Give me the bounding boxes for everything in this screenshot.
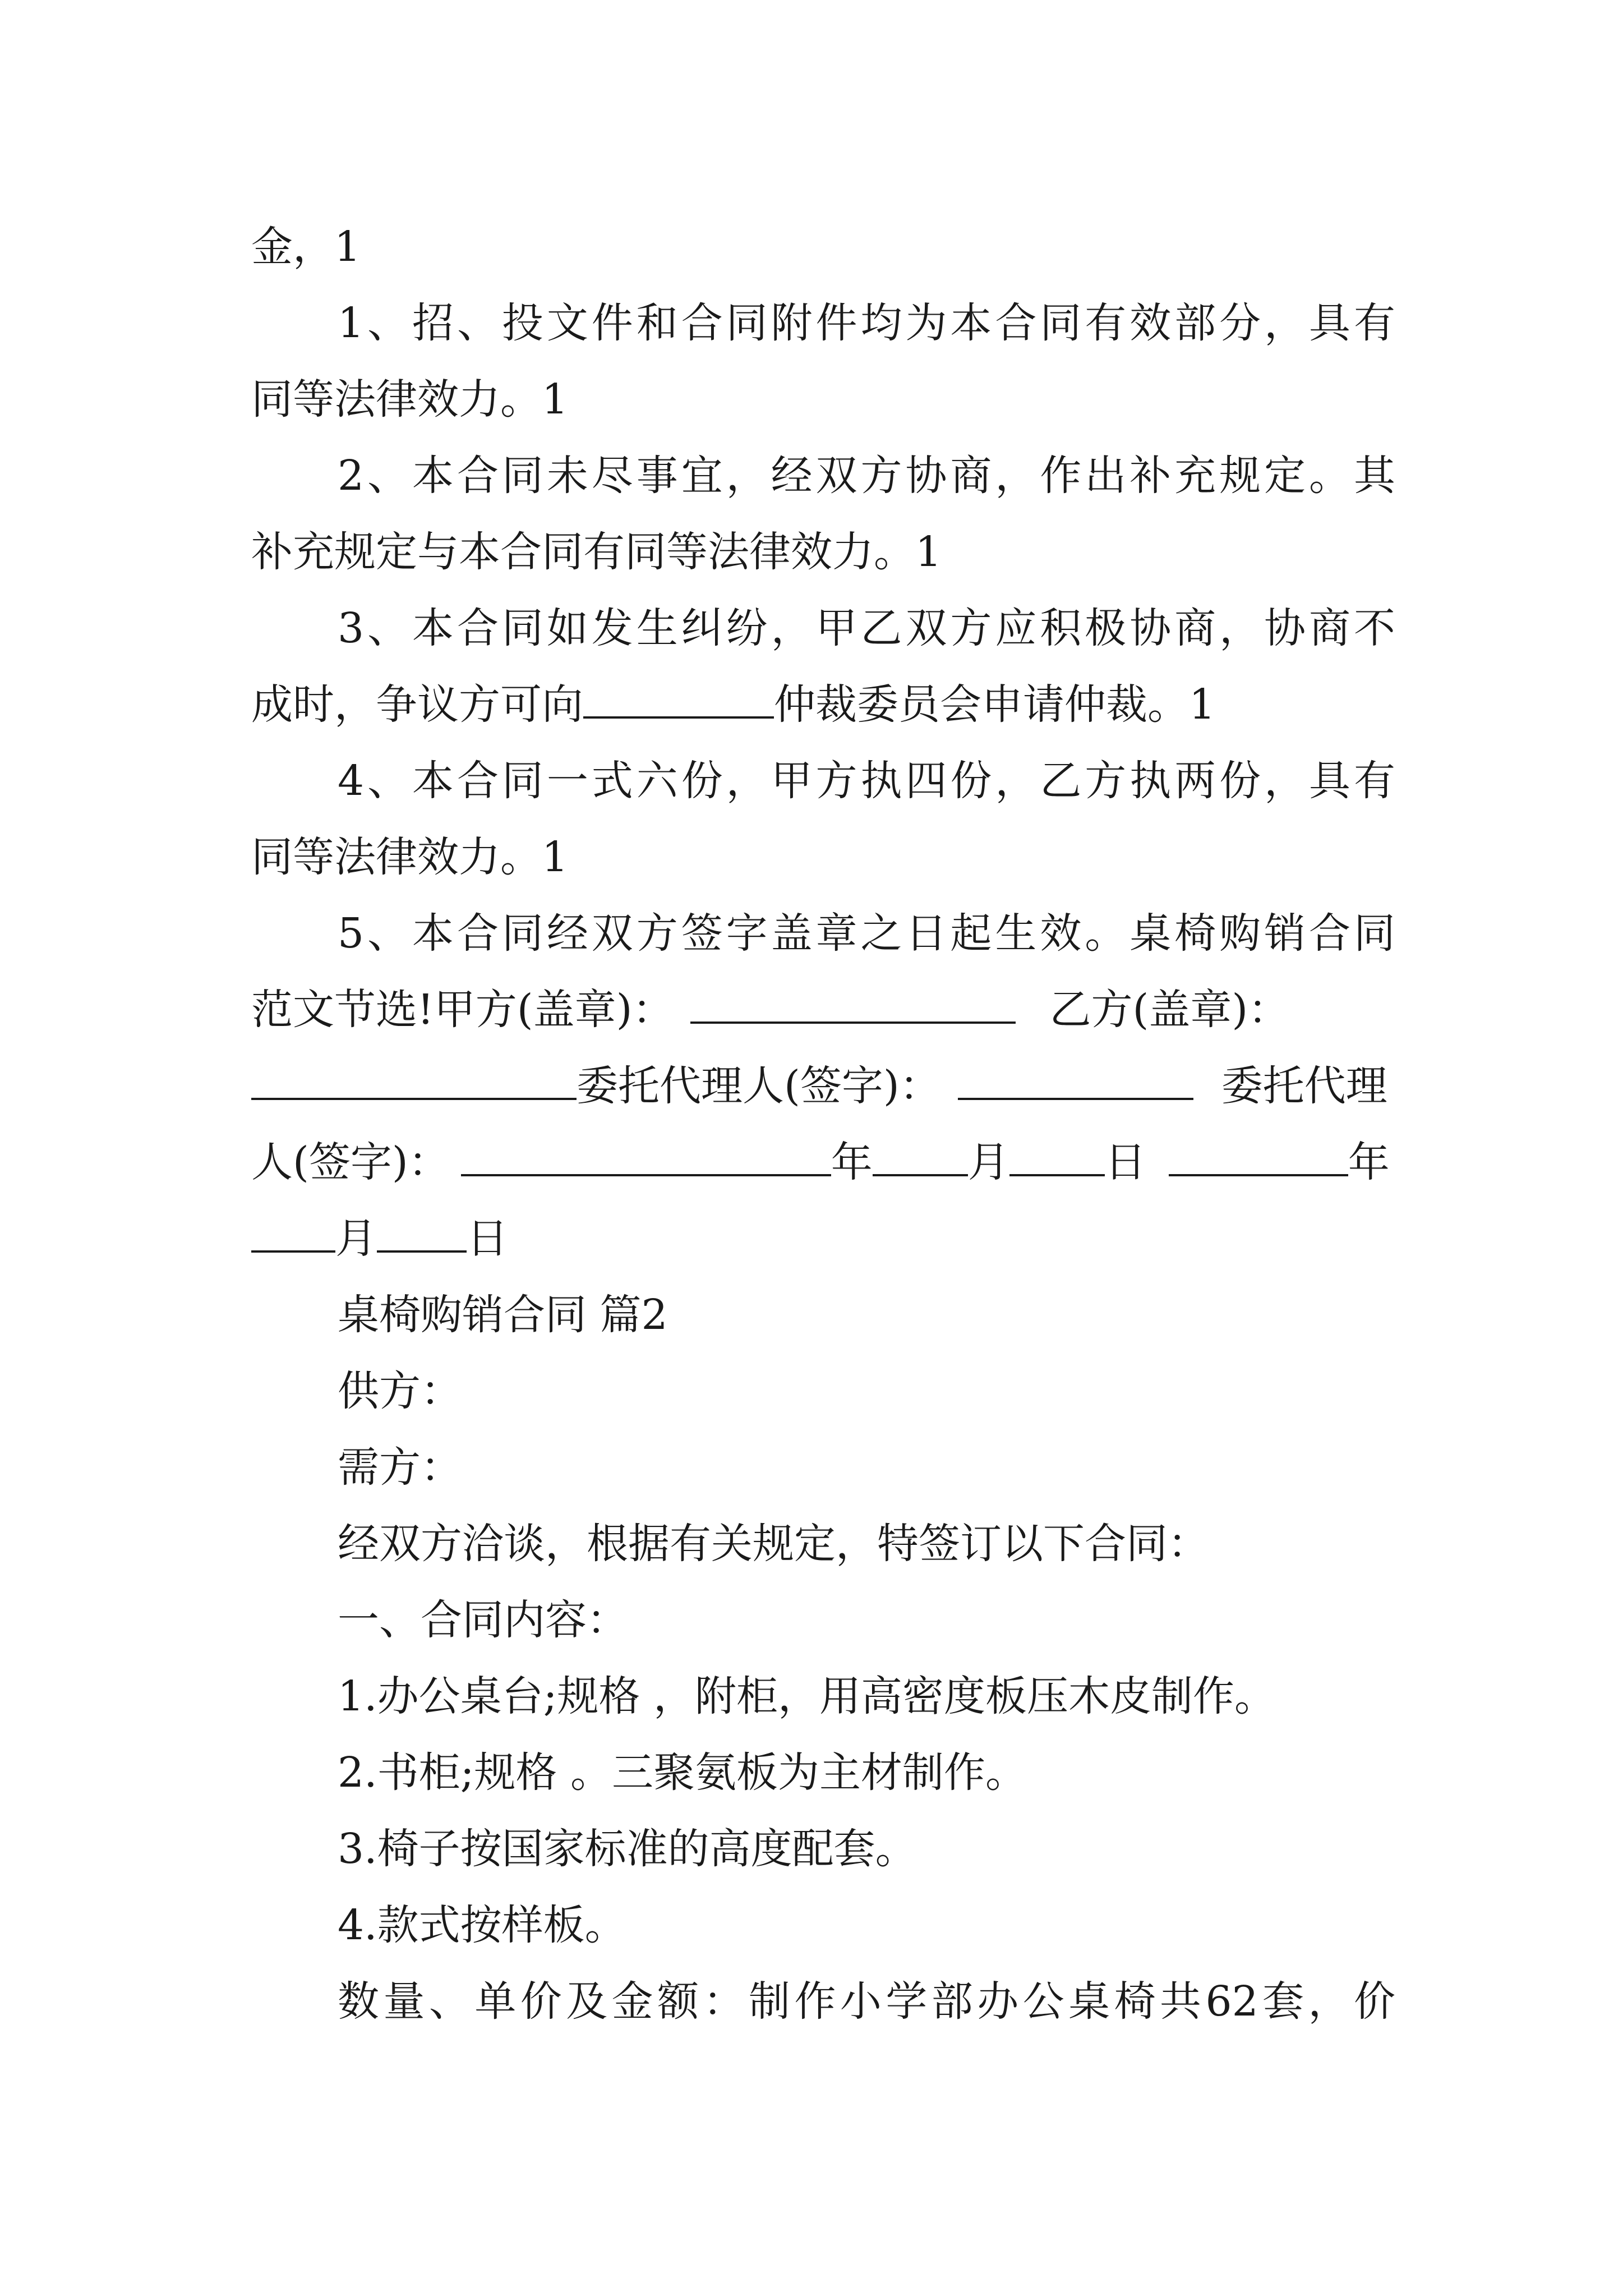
- text-line: 经双方洽谈，根据有关规定，特签订以下合同：: [338, 1520, 1209, 1568]
- text-line: 数量、单价及金额：制作小学部办公桌椅共62套，价: [338, 1977, 1395, 2026]
- text-line: 委托代理人(签字)： 委托代理: [251, 1048, 1395, 1124]
- text-line: 4.款式按样板。: [338, 1901, 626, 1949]
- date-blank: [1009, 1135, 1105, 1176]
- date-blank: [873, 1135, 968, 1176]
- text-line: 同等法律效力。1: [251, 375, 569, 424]
- signature-blank: [461, 1135, 831, 1176]
- date-blank: [251, 1211, 335, 1253]
- signature-blank: [690, 982, 1016, 1024]
- text-line: 人(签字)： 年 月 日 年: [251, 1124, 1395, 1200]
- text-line: 5、本合同经双方签字盖章之日起生效。桌椅购销合同: [338, 909, 1395, 958]
- signature-blank: [958, 1059, 1193, 1100]
- text-line: 3、本合同如发生纠纷，甲乙双方应积极协商，协商不: [338, 604, 1395, 652]
- text-line: 成时，争议方可向 仲裁委员会申请仲裁。1: [251, 666, 1395, 743]
- text-line: 2.书柜;规格 。三聚氨板为主材制作。: [338, 1749, 1027, 1797]
- date-blank: [377, 1211, 467, 1253]
- text-line: 金，1: [251, 223, 361, 271]
- text-line: 4、本合同一式六份，甲方执四份，乙方执两份，具有: [338, 757, 1395, 805]
- text-line: 需方：: [338, 1443, 462, 1492]
- section-heading: 桌椅购销合同 篇2: [338, 1291, 668, 1339]
- text-line: 3.椅子按国家标准的高度配套。: [338, 1825, 917, 1873]
- text-line: 1、招、投文件和合同附件均为本合同有效部分，具有: [338, 299, 1395, 347]
- text-line: 供方：: [338, 1367, 462, 1415]
- text-line: 1.办公桌台;规格 ，附柜，用高密度板压木皮制作。: [338, 1672, 1276, 1720]
- text-line: 一、合同内容：: [338, 1596, 628, 1644]
- text-line: 月 日: [251, 1200, 1395, 1277]
- signature-blank: [251, 1059, 577, 1100]
- text-line: 补充规定与本合同有同等法律效力。1: [251, 528, 942, 576]
- text-line: 2、本合同未尽事宜，经双方协商，作出补充规定。其: [338, 452, 1395, 500]
- text-line: 范文节选!甲方(盖章)： 乙方(盖章)：: [251, 972, 1395, 1048]
- text-line: 同等法律效力。1: [251, 833, 569, 881]
- fill-in-blank: [583, 677, 774, 719]
- date-blank: [1169, 1135, 1348, 1176]
